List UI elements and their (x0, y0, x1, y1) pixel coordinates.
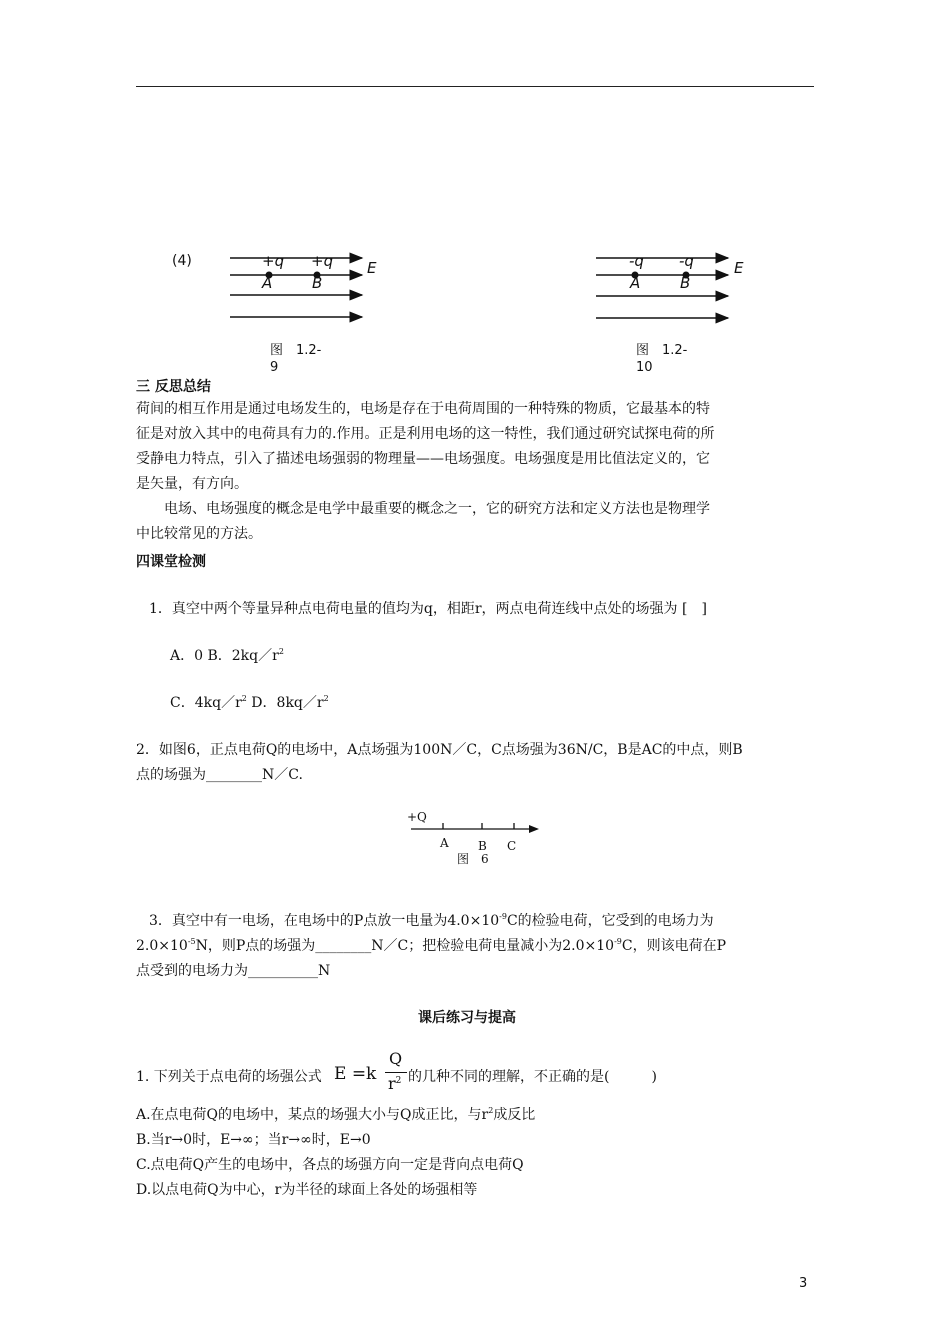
question-1-options-ab: A．0 B．$2kq/r^2$ (170, 647, 284, 664)
point-label: A (262, 274, 273, 292)
figure-caption: 图 1.2- 10 (636, 343, 688, 375)
charge-label: -q (679, 252, 694, 270)
section-heading: 四课堂检测 (136, 554, 206, 570)
question-2-line2: 点的场强为________N／C. (136, 767, 303, 783)
option-b: B.当r→0时，E→∞；当r→∞时，E→0 (136, 1132, 371, 1148)
point-label: A (440, 836, 449, 850)
question-1-stem: 1．真空中两个等量异种点电荷电量的值均为q，相距r，两点电荷连线中点处的场强为 [ ] (149, 601, 707, 617)
figure-label: (4) (172, 253, 192, 269)
field-diagram-positive (220, 250, 390, 330)
header-rule (136, 86, 814, 87)
charge-label: -q (629, 252, 644, 270)
question-3-line2: $2.0\times 10^{-5}N$，则P点的场强为________N／C；把检验电荷电量减小为$2.0\times 10^{-9}C$，则该电荷在P (136, 937, 726, 954)
section-heading: 三 反思总结 (136, 379, 211, 395)
page-number: 3 (799, 1276, 808, 1291)
point-label: B (680, 274, 691, 292)
after-question-1-stem-suffix: 的几种不同的理解，不正确的是( ) (408, 1069, 657, 1085)
question-3-line1: 3．真空中有一电场，在电场中的P点放一电量为$4.0\times 10^{-9}C$的检验电荷，它受到的电场力为 (149, 912, 714, 929)
figure-caption: 图 1.2- 9 (270, 343, 322, 375)
charge-label: +q (262, 252, 285, 270)
charge-label: +Q (407, 810, 427, 824)
section-heading: 课后练习与提高 (418, 1010, 516, 1026)
point-label: B (312, 274, 323, 292)
option-a: A.在点电荷Q的电场中，某点的场强大小与Q成正比，与$r^2$成反比 (136, 1106, 536, 1123)
field-diagram-negative (588, 250, 738, 330)
field-label: E (367, 259, 377, 277)
point-label: A (630, 274, 641, 292)
point-label: C (507, 839, 517, 853)
question-2-line1: 2．如图6，正点电荷Q的电场中，A点场强为100N／C，C点场强为36N/C，B是AC的中点，则B (136, 742, 743, 758)
option-d: D.以点电荷Q为中心，r为半径的球面上各处的场强相等 (136, 1182, 478, 1198)
field-formula: E =k Q $r^2$ (334, 1049, 426, 1099)
point-label: B (478, 839, 487, 853)
question-3-line3: 点受到的电场力为__________N (136, 963, 331, 979)
field-label: E (734, 259, 744, 277)
axis-arrow (529, 825, 539, 833)
option-c: C.点电荷Q产生的电场中，各点的场强方向一定是背向点电荷Q (136, 1157, 524, 1173)
after-question-1-stem-prefix: 1. 下列关于点电荷的场强公式 (136, 1069, 322, 1085)
figure-6 (401, 809, 543, 867)
question-1-options-cd: C．$4kq/r^2$ D．$8kq/r^2$ (170, 694, 329, 711)
figure-caption: 图 6 (457, 852, 489, 866)
charge-label: +q (311, 252, 334, 270)
reflection-paragraph: 荷间的相互作用是通过电场发生的，电场是存在于电荷周围的一种特殊的物质，它最基本的特 征是对放入其中的电荷具有力的.作用。正是利用电场的这一特性，我们通过研究试探电荷的所 受静电力特点，引入了描述电场强弱的物理量——电场强度。电场强度是用比值法定义的，它 是矢量，有方向。 电场、电场强度的概念是电学中最重要的概念之一，它的研究方法和定义方法也是物理学 中比较常见的方法。 (136, 401, 715, 542)
